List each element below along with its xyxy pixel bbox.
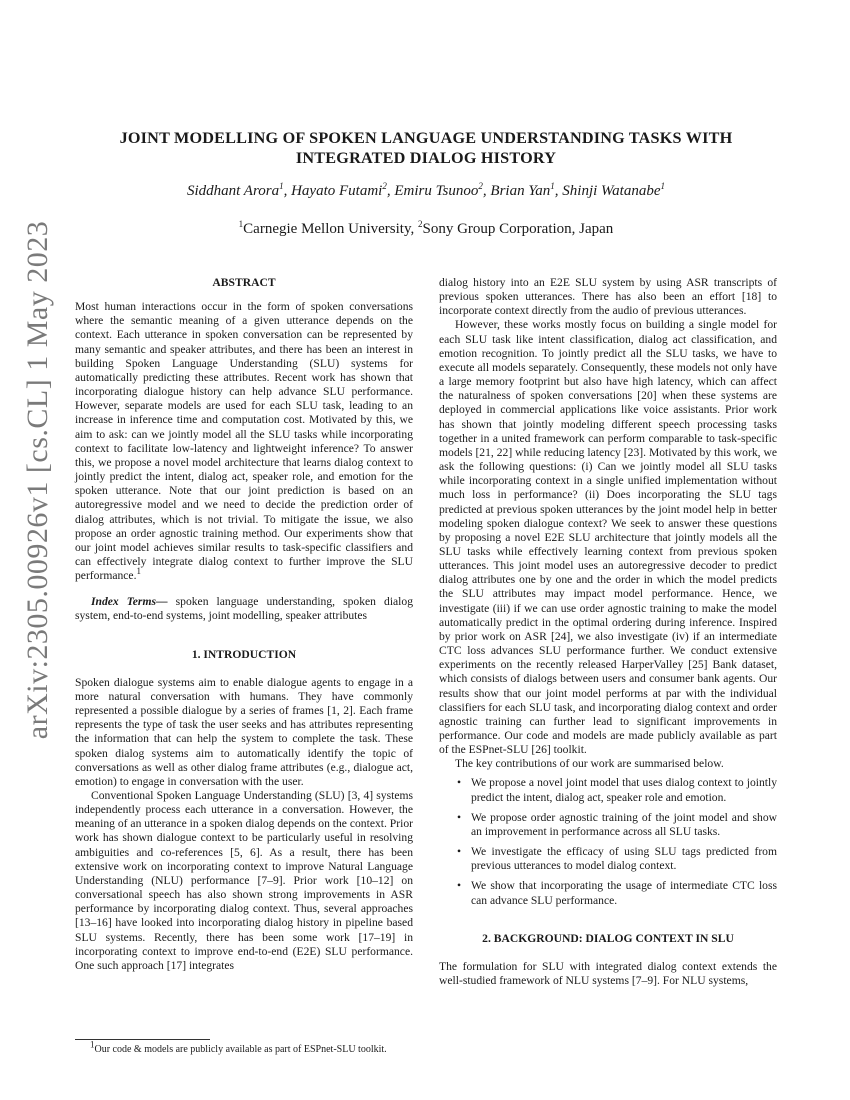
introduction-heading: 1. INTRODUCTION <box>191 647 297 661</box>
footnote-text: Our code & models are publicly available as part of ESPnet-SLU toolkit. <box>94 1044 387 1055</box>
author-list <box>75 183 777 200</box>
affiliation-2: $^2$Sony Group Corporation, Japan <box>418 219 614 237</box>
list-item: • We propose order agnostic training of the joint model and show an improvement in performance across all SLU tasks. <box>457 810 777 838</box>
author-4: Brian Yan$^1$, <box>490 181 563 199</box>
left-column <box>75 276 413 973</box>
arxiv-identifier-stamp <box>8 220 68 740</box>
introduction-paragraph-3: However, these works mostly focus on building a single model for each SLU task like intent classification, dialog act classification, and emotion recognition. To jointly predict all the SLU tasks, we have to execute all models separately. Consequently, these models not only have a large memory footprint but also have high latency, which can affect the naturalness of spoken conversations [20] when these systems are deployed in commercial applications like voice assistants. Prior work has shown that jointly modeling different speech processing tasks together in a united framework can perform comparable to task-specific models [21, 22] while reducing latency [23]. Motivated by this work, we ask the following questions: (i) Can we jointly model all SLU tasks while incorporating context in a single unified implementation without much loss in performance? (ii) Does incorporating the SLU tags predicted at previous spoken utterances by the joint model help in better modeling spoken dialogue context? We seek to answer these questions by proposing a novel E2E SLU architecture that jointly models all the SLU tasks while effectively learning context from previous spoken utterances. This joint model uses an autoregressive decoder to predict dialog attributes one by one and the order in which the model predicts the SLU attributes may impact model performance. Hence, we investigate (iii) if we can use order agnostic training to make the model automatically predict in the optimal ordering during inference. Inspired by prior work on ASR [24], we also investigate (iv) if an intermediate CTC loss advances SLU performance further. We conduct extensive experiments on the recently released HarperValley [25] Bank dataset, which consists of dialogs between users and consumer bank agents. Our results show that our joint model performs at par with the individual classifiers for each SLU task, and incorporating dialog context and order agnostic training can further lead to significant improvements in performance. Our code and models are made publicly available as part of the ESPnet-SLU [26] toolkit. <box>439 318 777 757</box>
affiliations <box>75 221 777 238</box>
paper-title: JOINT MODELLING OF SPOKEN LANGUAGE UNDERSTANDING TASKS WITH INTEGRATED DIALOG HISTORY <box>119 129 733 167</box>
contributions-list <box>439 776 777 907</box>
bullet-icon: • <box>457 845 462 859</box>
bullet-icon: • <box>457 776 462 790</box>
author-1: Siddhant Arora$^1$, <box>186 181 292 199</box>
list-item: • We propose a novel joint model that uses dialog context to jointly predict the intent, dialog act, speaker role and emotion. <box>457 776 777 804</box>
list-item: • We investigate the efficacy of using SLU tags predicted from previous utterances to model dialog context. <box>457 845 777 873</box>
abstract-text: Most human interactions occur in the form of spoken conversations where the semantic meaning of a given utterance depends on the context. Each utterance in spoken conversation can be represented by many semantic and speaker attributes, and there has been an interest in building Spoken Language Understanding (SLU) systems for automatically predicting these attributes. Recent work has shown that incorporating dialogue history can help advance SLU performance. However, separate models are used for each SLU task, leading to an increase in inference time and computation cost. Motivated by this, we aim to ask: can we jointly model all the SLU tasks while incorporating context to facilitate low-latency and lightweight inference? To answer this, we propose a novel model architecture that learns dialog context to jointly predict the intent, dialog act, speaker role, and emotion for the spoken utterance. Note that our joint prediction is based on an autoregressive model and we need to decide the prediction order of dialog attributes, which is not trivial. To mitigate the issue, we also propose an order agnostic training method. Our experiments show that our joint model achieves similar results to task-specific classifiers and can effectively integrate dialog context to further improve the SLU performance.$^1$ <box>75 300 413 583</box>
index-terms-label: Index Terms— <box>91 595 168 609</box>
introduction-paragraph-2: Conventional Spoken Language Understanding (SLU) [3, 4] systems independently process each utterance in a conversation. However, the meaning of an utterance in a spoken dialog depends on the context. Prior work has shown dialogue context to be particularly useful in resolving ambiguities and co-references [5, 6]. As a result, there has been extensive work on incorporating context to improve Natural Language Understanding (NLU) performance [7–9]. Prior work [10–12] on conversational speech has also shown strong improvements in ASR performance by incorporating dialog context. Thus, several approaches [13–16] have looked into incorporating dialog history in pipeline based SLU systems. Recently, there has been some work [17–19] in incorporating context to improve end-to-end (E2E) SLU performance. One such approach [17] integrates <box>75 789 413 972</box>
introduction-paragraph-4: The key contributions of our work are summarised below. <box>455 757 724 771</box>
index-terms-text: spoken language understanding, spoken dialog system, end-to-end systems, joint modelling, speaker attributes <box>75 595 414 623</box>
bullet-icon: • <box>457 879 462 893</box>
author-2: Hayato Futami$^2$, <box>291 181 395 199</box>
abstract-heading: ABSTRACT <box>212 276 276 289</box>
right-column <box>439 276 777 988</box>
index-terms <box>75 595 413 623</box>
introduction-paragraph-2-continued: dialog history into an E2E SLU system by using ASR transcripts of previous spoken utterances. There has also been an effort [18] to incorporate context directly from the audio of previous utterances. <box>439 276 777 318</box>
footnote <box>90 1039 420 1056</box>
arxiv-identifier-text: arXiv:2305.00926v1 [cs.CL] 1 May 2023 <box>21 220 54 740</box>
background-heading: 2. BACKGROUND: DIALOG CONTEXT IN SLU <box>482 931 734 945</box>
author-5: Shinji Watanabe$^1$ <box>562 181 665 199</box>
author-3: Emiru Tsunoo$^2$, <box>394 181 491 199</box>
footnote-mark: 1 <box>90 1039 95 1050</box>
affiliation-1: $^1$Carnegie Mellon University, <box>238 219 418 237</box>
background-paragraph-1: The formulation for SLU with integrated dialog context extends the well-studied framework of NLU systems [7–9]. For NLU systems, <box>439 959 777 988</box>
bullet-icon: • <box>457 810 462 824</box>
introduction-paragraph-1: Spoken dialogue systems aim to enable dialogue agents to engage in a more natural conversation with humans. They have commonly represented a possible dialogue by a series of frames [1, 2]. Each frame represents the type of task the user seeks and has attributes representing the information that can help the system to complete the task. These spoken dialog systems aim to automatically identify the topic of conversations as well as other dialog frame attributes (e.g., dialogue act, emotion) to engage in conversation with the user. <box>75 675 413 788</box>
abstract-footnote-mark: 1 <box>136 566 141 577</box>
footnote-divider <box>75 1039 210 1040</box>
list-item: • We show that incorporating the usage of intermediate CTC loss can advance SLU performance. <box>457 879 777 907</box>
